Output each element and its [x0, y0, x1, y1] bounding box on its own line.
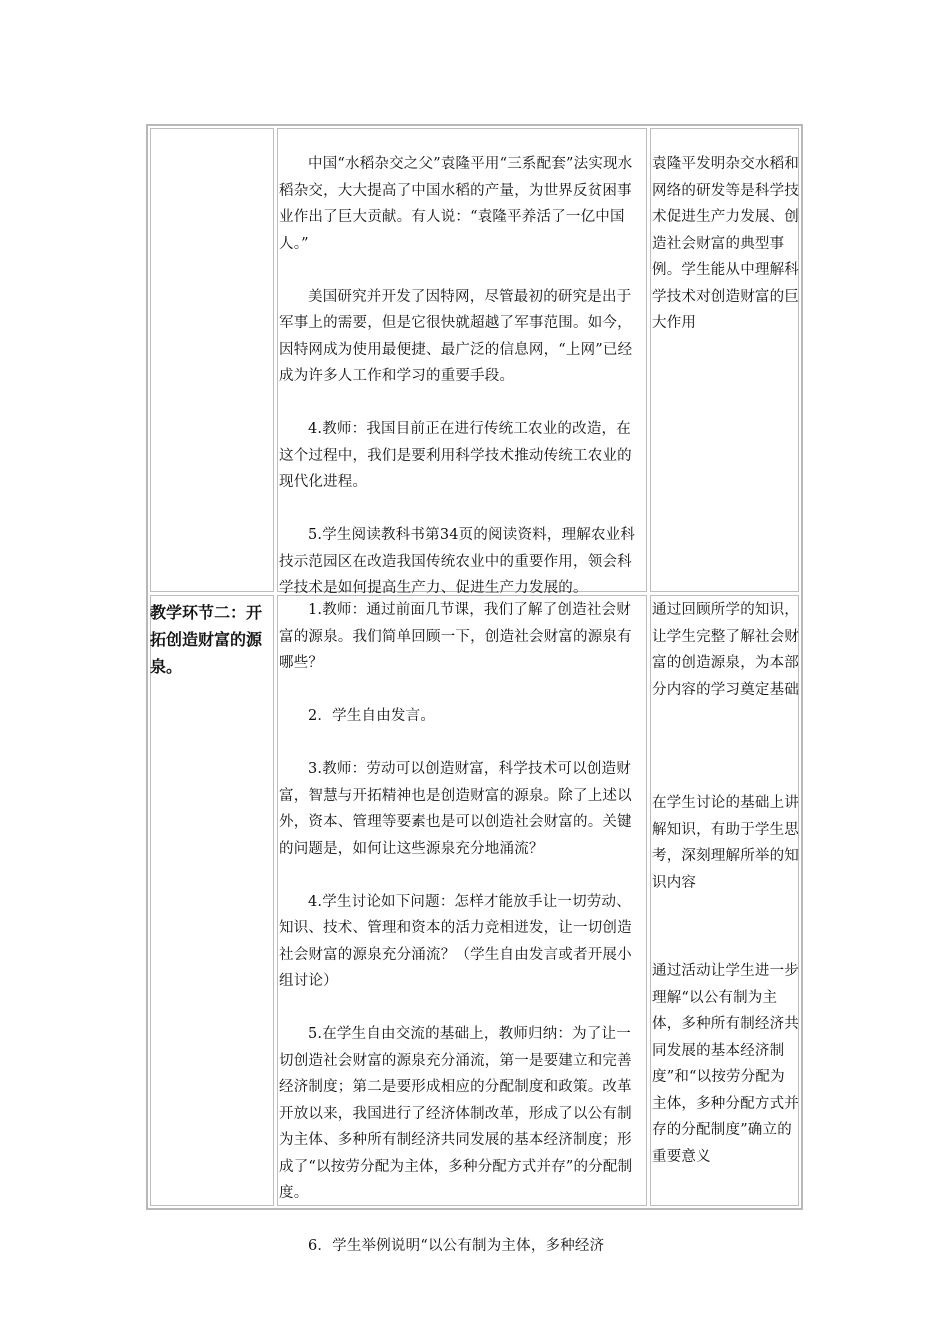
row2-label-cell [150, 595, 274, 1206]
paragraph-teacher-step4: 4.教师：我国目前正在进行传统工农业的改造，在这个过程中，我们是要利用科学技术推动传统工农业的现代化进程。 [279, 421, 632, 490]
row2-note-3: 通过活动让学生进一步理解“以公有制为主体，多种所有制经济共同发展的基本经济制度”和“以按劳分配为主体，多种分配方式并存的分配制度”确立的重要意义 [652, 963, 799, 1165]
paragraph-step6: 6．学生举例说明“以公有制为主体，多种经济 [308, 1238, 605, 1254]
paragraph-step1: 1.教师：通过前面几节课，我们了解了创造社会财富的源泉。我们简单回顾一下，创造社会财富的源泉有哪些？ [279, 602, 632, 671]
row2-note-1: 通过回顾所学的知识，让学生完整了解社会财富的创造源泉，为本部分内容的学习奠定基础 [652, 602, 799, 698]
section-heading: 教学环节二：开拓创造财富的源泉。 [150, 603, 263, 676]
paragraph-step5: 5.在学生自由交流的基础上，教师归纳：为了让一切创造社会财富的源泉充分涌流，第一是要建立和完善经济制度；第二是要形成相应的分配制度和政策。改革开放以来，我国进行了经济体制改革，形成了以公有制为主体、多种所有制经济共同发展的基本经济制度；形成了“以按劳分配为主体，多种分配方式并存”的分配制度。 [279, 1026, 633, 1201]
row1-note: 袁隆平发明杂交水稻和网络的研发等是科学技术促进生产力发展、创造社会财富的典型事例。学生能从中理解科学技术对创造财富的巨大作用 [652, 156, 799, 331]
row2-content [279, 597, 645, 1260]
paragraph-yuan-longping: 中国“水稻杂交之父”袁隆平用“三系配套”法实现水稻杂交，大大提高了中国水稻的产量，为世界反贫困事业作出了巨大贡献。有人说：“袁隆平养活了一亿中国人。” [279, 156, 633, 252]
paragraph-step3: 3.教师：劳动可以创造财富，科学技术可以创造财富，智慧与开拓精神也是创造财富的源泉。除了上述以外，资本、管理等要素也是可以创造社会财富的。关键的问题是，如何让这些源泉充分地涌流？ [279, 761, 632, 857]
paragraph-step2: 2．学生自由发言。 [308, 708, 436, 724]
paragraph-internet: 美国研究并开发了因特网，尽管最初的研究是出于军事上的需要，但是它很快就超越了军事范围。如今，因特网成为使用最便捷、最广泛的信息网，“上网”已经成为许多人工作和学习的重要手段。 [279, 288, 633, 384]
row1-content [279, 151, 645, 602]
row2-note-2: 在学生讨论的基础上讲解知识，有助于学生思考，深刻理解所举的知识内容 [652, 795, 799, 891]
row1-label-cell [150, 128, 274, 592]
paragraph-student-step5: 5.学生阅读教科书第34页的阅读资料，理解农业科技示范园区在改造我国传统农业中的重要作用，领会科学技术是如何提高生产力、促进生产力发展的。 [279, 527, 636, 596]
paragraph-step4: 4.学生讨论如下问题：怎样才能放手让一切劳动、知识、技术、管理和资本的活力竞相迸发，让一切创造社会财富的源泉充分涌流？（学生自由发言或者开展小组讨论） [279, 893, 632, 989]
